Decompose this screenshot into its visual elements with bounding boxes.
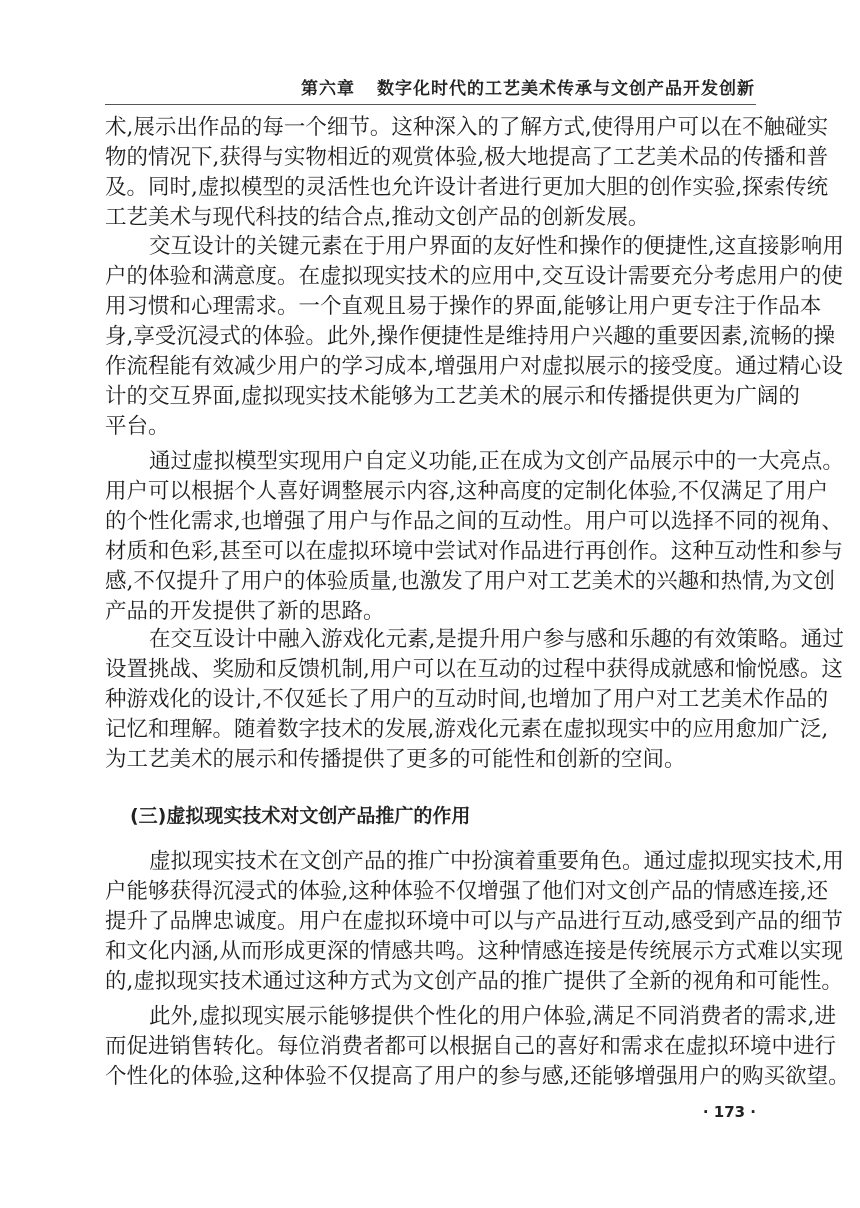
- text-line: 术,展示出作品的每一个细节。这种深入的了解方式,使得用户可以在不触碰实: [105, 115, 829, 140]
- text-line: 在交互设计中融入游戏化元素,是提升用户参与感和乐趣的有效策略。通过: [149, 627, 844, 652]
- paragraph: [105, 232, 844, 442]
- text-line: 的个性化需求,也增强了用户与作品之间的互动性。用户可以选择不同的视角、: [105, 509, 843, 534]
- text-line: 记忆和理解。随着数字技术的发展,游戏化元素在虚拟现实中的应用愈加广泛,: [105, 717, 829, 742]
- text-line: 平台。: [105, 414, 170, 439]
- page-number: · 173 ·: [702, 1103, 756, 1121]
- text-line: 作流程能有效减少用户的学习成本,增强用户对虚拟展示的接受度。通过精心设: [105, 354, 843, 379]
- text-line: 物的情况下,获得与实物相近的观赏体验,极大地提高了工艺美术品的传播和普: [105, 145, 829, 170]
- text-line: 的,虚拟现实技术通过这种方式为文创产品的推广提供了全新的视角和可能性。: [105, 969, 843, 994]
- text-line: 材质和色彩,甚至可以在虚拟环境中尝试对作品进行再创作。这种互动性和参与: [105, 539, 843, 564]
- running-header: [105, 74, 755, 99]
- text-line: 个性化的体验,这种体验不仅提高了用户的参与感,还能够增强用户的购买欲望。: [105, 1064, 850, 1089]
- text-line: 户的体验和满意度。在虚拟现实技术的应用中,交互设计需要充分考虑用户的使: [105, 264, 843, 289]
- paragraph: [105, 625, 844, 775]
- paragraph: [105, 447, 844, 627]
- header-rule: [105, 104, 756, 105]
- chapter-number: 第六章: [301, 79, 355, 99]
- paragraph: [105, 1002, 850, 1092]
- text-line: 种游戏化的设计,不仅延长了用户的互动时间,也增加了用户对工艺美术作品的: [105, 687, 829, 712]
- text-line: 此外,虚拟现实展示能够提供个性化的用户体验,满足不同消费者的需求,进: [149, 1004, 837, 1029]
- text-line: 身,享受沉浸式的体验。此外,操作便捷性是维持用户兴趣的重要因素,流畅的操: [105, 324, 836, 349]
- text-line: 通过虚拟模型实现用户自定义功能,正在成为文创产品展示中的一大亮点。: [149, 449, 844, 474]
- text-line: 虚拟现实技术在文创产品的推广中扮演着重要角色。通过虚拟现实技术,用: [149, 849, 844, 874]
- text-line: 和文化内涵,从而形成更深的情感共鸣。这种情感连接是传统展示方式难以实现: [105, 939, 843, 964]
- text-line: 户能够获得沉浸式的体验,这种体验不仅增强了他们对文创产品的情感连接,还: [105, 879, 829, 904]
- paragraph: [105, 847, 844, 997]
- text-line: 提升了品牌忠诚度。用户在虚拟环境中可以与产品进行互动,感受到产品的细节: [105, 909, 843, 934]
- text-line: 用习惯和心理需求。一个直观且易于操作的界面,能够让用户更专注于作品本: [105, 294, 822, 319]
- text-line: 交互设计的关键元素在于用户界面的友好性和操作的便捷性,这直接影响用: [149, 234, 844, 259]
- text-line: 而促进销售转化。每位消费者都可以根据自己的喜好和需求在虚拟环境中进行: [105, 1034, 837, 1059]
- text-line: 工艺美术与现代科技的结合点,推动文创产品的创新发展。: [105, 205, 650, 230]
- text-line: 及。同时,虚拟模型的灵活性也允许设计者进行更加大胆的创作实验,探索传统: [105, 175, 829, 200]
- section-heading: (三)虚拟现实技术对文创产品推广的作用: [130, 805, 471, 827]
- text-line: 为工艺美术的展示和传播提供了更多的可能性和创新的空间。: [105, 747, 686, 772]
- text-line: 用户可以根据个人喜好调整展示内容,这种高度的定制化体验,不仅满足了用户: [105, 479, 829, 504]
- paragraph: [105, 113, 829, 233]
- text-line: 设置挑战、奖励和反馈机制,用户可以在互动的过程中获得成就感和愉悦感。这: [105, 657, 843, 682]
- text-line: 感,不仅提升了用户的体验质量,也激发了用户对工艺美术的兴趣和热情,为文创: [105, 569, 836, 594]
- chapter-title: 数字化时代的工艺美术传承与文创产品开发创新: [377, 79, 755, 99]
- text-line: 产品的开发提供了新的思路。: [105, 599, 385, 624]
- text-line: 计的交互界面,虚拟现实技术能够为工艺美术的展示和传播提供更为广阔的: [105, 384, 800, 409]
